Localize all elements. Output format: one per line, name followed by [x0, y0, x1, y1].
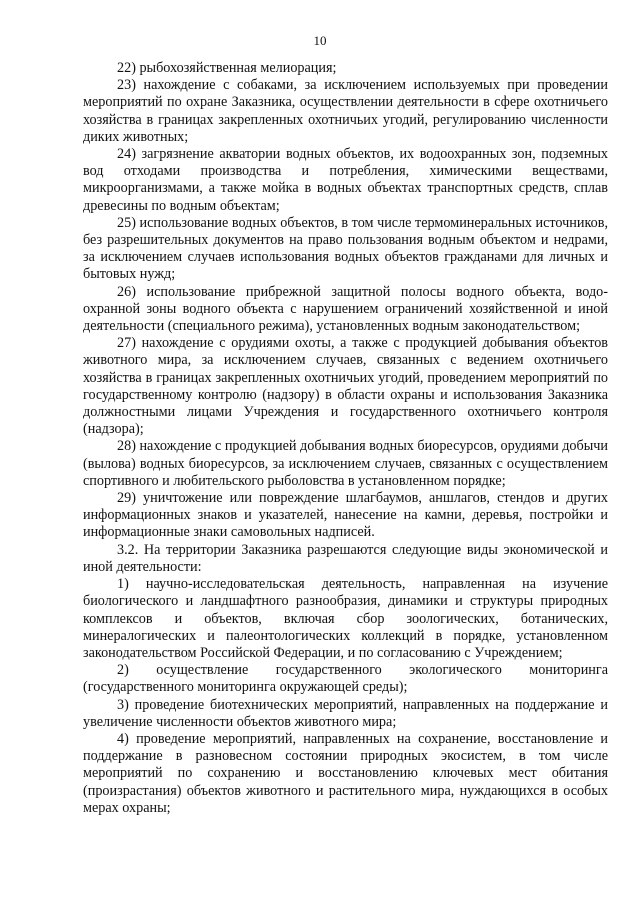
list-item-26: 26) использование прибрежной защитной полосы водного объекта, водо-охранной зоны водного объекта с нарушением ограничений хозяйственной и иной деятельности (специального режима), установленных водным законодательством;: [83, 283, 608, 335]
allowed-item-2: 2) осуществление государственного экологического мониторинга (государственного мониторинга окружающей среды);: [83, 662, 608, 696]
list-item-24: 24) загрязнение акватории водных объектов, их водоохранных зон, подземных вод отходами производства и потребления, химическими веществами, микроорганизмами, а также мойка в водных объектах транспортных средств, сплав древесины по водным объектам;: [83, 146, 608, 214]
list-item-22: 22) рыбохозяйственная мелиорация;: [117, 60, 337, 76]
list-item-28: 28) нахождение с продукцией добывания водных биоресурсов, орудиями добычи (вылова) водных биоресурсов, за исключением случаев, связанных с осуществлением спортивного и любительского рыболовства в установленном порядке;: [83, 438, 609, 489]
section-3-2-heading: 3.2. На территории Заказника разрешаются следующие виды экономической и иной деятельности:: [83, 541, 608, 575]
list-item-25: 25) использование водных объектов, в том числе термоминеральных источников, без разрешительных документов на право пользования водным объектом и недрами, за исключением случаев использования водных объектов гражданами для личных и бытовых нужд;: [83, 214, 608, 283]
allowed-item-3: 3) проведение биотехнических мероприятий, направленных на поддержание и увеличение численности объектов животного мира;: [83, 696, 608, 730]
list-item-29: 29) уничтожение или повреждение шлагбаумов, аншлагов, стендов и других информационных знаков и указателей, нанесение на камни, деревья, постройки и информационные знаки самовольных надписей.: [83, 490, 608, 541]
list-item-23: 23) нахождение с собаками, за исключением используемых при проведении мероприятий по охране Заказника, осуществлении деятельности в сфере охотничьего хозяйства в границах закрепленных охотничьих угодий, регулированию численности диких животных;: [83, 77, 608, 145]
list-item-27: 27) нахождение с орудиями охоты, а также с продукцией добывания объектов животного мира, за исключением случаев, связанных с ведением охотничьего хозяйства в границах закрепленных охотничьих угодий, проведением мероприятий по государственному контролю (надзору) в области охраны и использования Заказника должностными лицами Учреждения и государственного охотничьего контроля (надзора);: [83, 335, 608, 438]
document-body: [83, 60, 608, 817]
page-number: 10: [313, 33, 327, 48]
allowed-item-4: 4) проведение мероприятий, направленных на сохранение, восстановление и поддержание в разновесном состоянии природных экосистем, в том числе мероприятий по сохранению и восстановлению ключевых мест обитания (произрастания) объектов животного и растительного мира, нуждающихся в особых мерах охраны;: [83, 730, 608, 816]
allowed-item-1: 1) научно-исследовательская деятельность, направленная на изучение биологического и ландшафтного разнообразия, динамики и структуры природных комплексов и объектов, включая сбор зоологических, ботанических, минералогических и палеонтологических коллекций в порядке, установленном законодательством Российской Федерации, и по согласованию с Учреждением;: [83, 576, 608, 661]
